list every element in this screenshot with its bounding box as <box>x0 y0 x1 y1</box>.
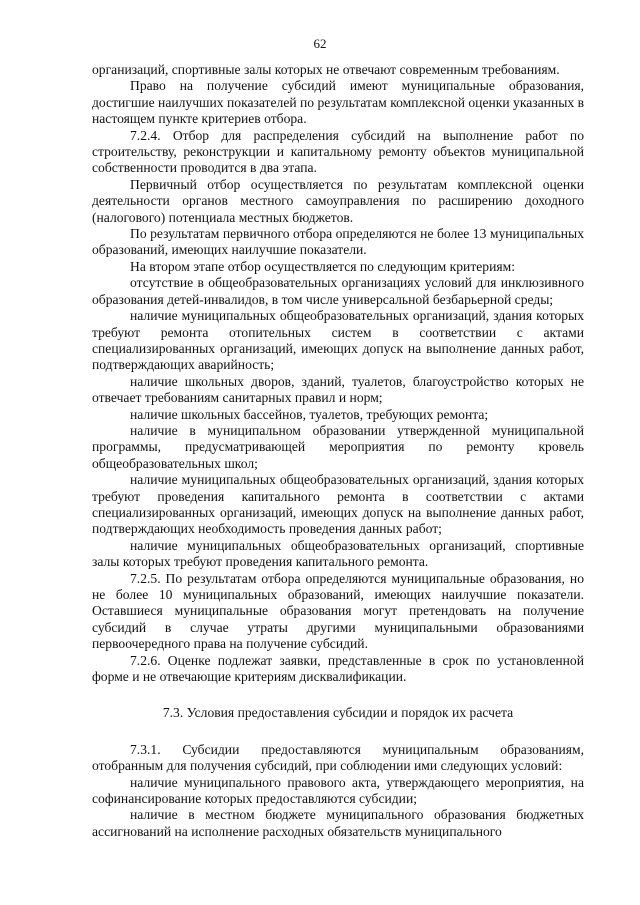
list-item: наличие муниципальных общеобразовательных организаций, спортивные залы которых требуют проведения капитального ремонта. <box>92 537 584 570</box>
list-item: отсутствие в общеобразовательных организациях условий для инклюзивного образования детей-инвалидов, в том числе универсальной безбарьерной среды; <box>92 275 584 307</box>
paragraph: По результатам первичного отбора определяются не более 13 муниципальных образований, имеющих наилучшие показатели. <box>92 226 584 258</box>
paragraph: Право на получение субсидий имеют муниципальные образования, достигшие наилучших показателей по результатам комплексной оценки указанных в настоящем пункте критериев отбора. <box>92 78 584 127</box>
section-heading: 7.3. Условия предоставления субсидии и порядок их расчета <box>162 705 514 721</box>
document-body <box>92 62 584 840</box>
list-item: наличие муниципальных общеобразовательных организаций, здания которых требуют проведения капитального ремонта в соответствии с актами специализированных организаций, имеющих допуск на выполнение данных работ, подтверждающих необходимость проведения данных работ; <box>92 472 584 537</box>
paragraph: Первичный отбор осуществляется по результатам комплексной оценки деятельности органов местного самоуправления по расширению доходного (налогового) потенциала местных бюджетов. <box>92 176 584 225</box>
paragraph: 7.2.4. Отбор для распределения субсидий на выполнение работ по строительству, реконструкции и капитальному ремонту объектов муниципальной собственности проводится в два этапа. <box>92 127 584 176</box>
list-item: наличие в местном бюджете муниципального образования бюджетных ассигнований на исполнение расходных обязательств муниципального <box>92 807 584 839</box>
list-item: наличие в муниципальном образовании утвержденной муниципальной программы, предусматривающей мероприятия по ремонту кровель общеобразовательных школ; <box>92 422 584 471</box>
list-item: наличие муниципального правового акта, утверждающего мероприятия, на софинансирование которых предоставляются субсидии; <box>92 774 584 807</box>
list-item: наличие муниципальных общеобразовательных организаций, здания которых требуют ремонта отопительных систем в соответствии с актами специализированных организаций, имеющих допуск на выполнение данных работ, подтверждающих аварийность; <box>92 308 584 373</box>
list-item: наличие школьных дворов, зданий, туалетов, благоустройство которых не отвечает требованиям санитарных правил и норм; <box>92 373 584 406</box>
paragraph: На втором этапе отбор осуществляется по следующим критериям: <box>130 258 515 274</box>
page-number: 62 <box>313 36 327 51</box>
list-item: наличие школьных бассейнов, туалетов, требующих ремонта; <box>130 406 489 422</box>
paragraph: организаций, спортивные залы которых не отвечают современным требованиям. <box>92 62 560 77</box>
paragraph: 7.3.1. Субсидии предоставляются муниципальным образованиям, отобранным для получения субсидий, при соблюдении ими следующих условий: <box>92 741 584 774</box>
paragraph: 7.2.5. По результатам отбора определяются муниципальные образования, но не более 10 муниципальных образований, имеющих наилучшие показатели. Оставшиеся муниципальные образования могут претендовать на получение субсидий в случае утраты другими муниципальными образованиями первоочередного права на получение субсидий. <box>92 570 584 652</box>
paragraph: 7.2.6. Оценке подлежат заявки, представленные в срок по установленной форме и не отвечающие критериям дисквалификации. <box>92 652 584 685</box>
